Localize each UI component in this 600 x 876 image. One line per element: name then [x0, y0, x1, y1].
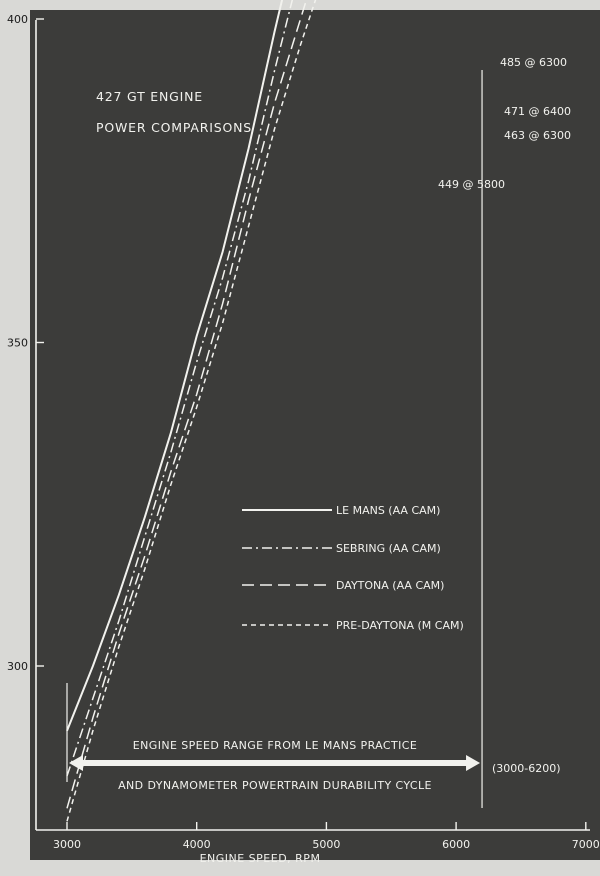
chart-title: 427 GT ENGINE — [96, 89, 203, 104]
legend-label: PRE-DAYTONA (M CAM) — [336, 619, 464, 632]
range-note-line1: ENGINE SPEED RANGE FROM LE MANS PRACTICE — [133, 739, 417, 752]
peak-annotation: 471 @ 6400 — [504, 105, 571, 118]
peak-annotation: 485 @ 6300 — [500, 56, 567, 69]
peak-annotation: 449 @ 5800 — [438, 178, 505, 191]
legend-label: DAYTONA (AA CAM) — [336, 579, 444, 592]
x-tick-label: 4000 — [183, 838, 211, 851]
x-axis-label: ENGINE SPEED, RPM — [200, 852, 321, 865]
x-tick-label: 5000 — [312, 838, 340, 851]
y-tick-label: 350 — [7, 337, 28, 350]
peak-annotation: 463 @ 6300 — [504, 129, 571, 142]
x-tick-label: 3000 — [53, 838, 81, 851]
x-tick-label: 7000 — [572, 838, 600, 851]
legend-label: SEBRING (AA CAM) — [336, 542, 441, 555]
range-arrow-shaft — [79, 760, 470, 766]
y-tick-label: 400 — [7, 13, 28, 26]
x-tick-label: 6000 — [442, 838, 470, 851]
y-tick-label: 300 — [7, 660, 28, 673]
chart-subtitle: POWER COMPARISONS — [96, 120, 252, 135]
range-note-line2: AND DYNAMOMETER POWERTRAIN DURABILITY CYCLE — [118, 779, 432, 792]
range-label: (3000-6200) — [492, 762, 561, 775]
legend-label: LE MANS (AA CAM) — [336, 504, 440, 517]
